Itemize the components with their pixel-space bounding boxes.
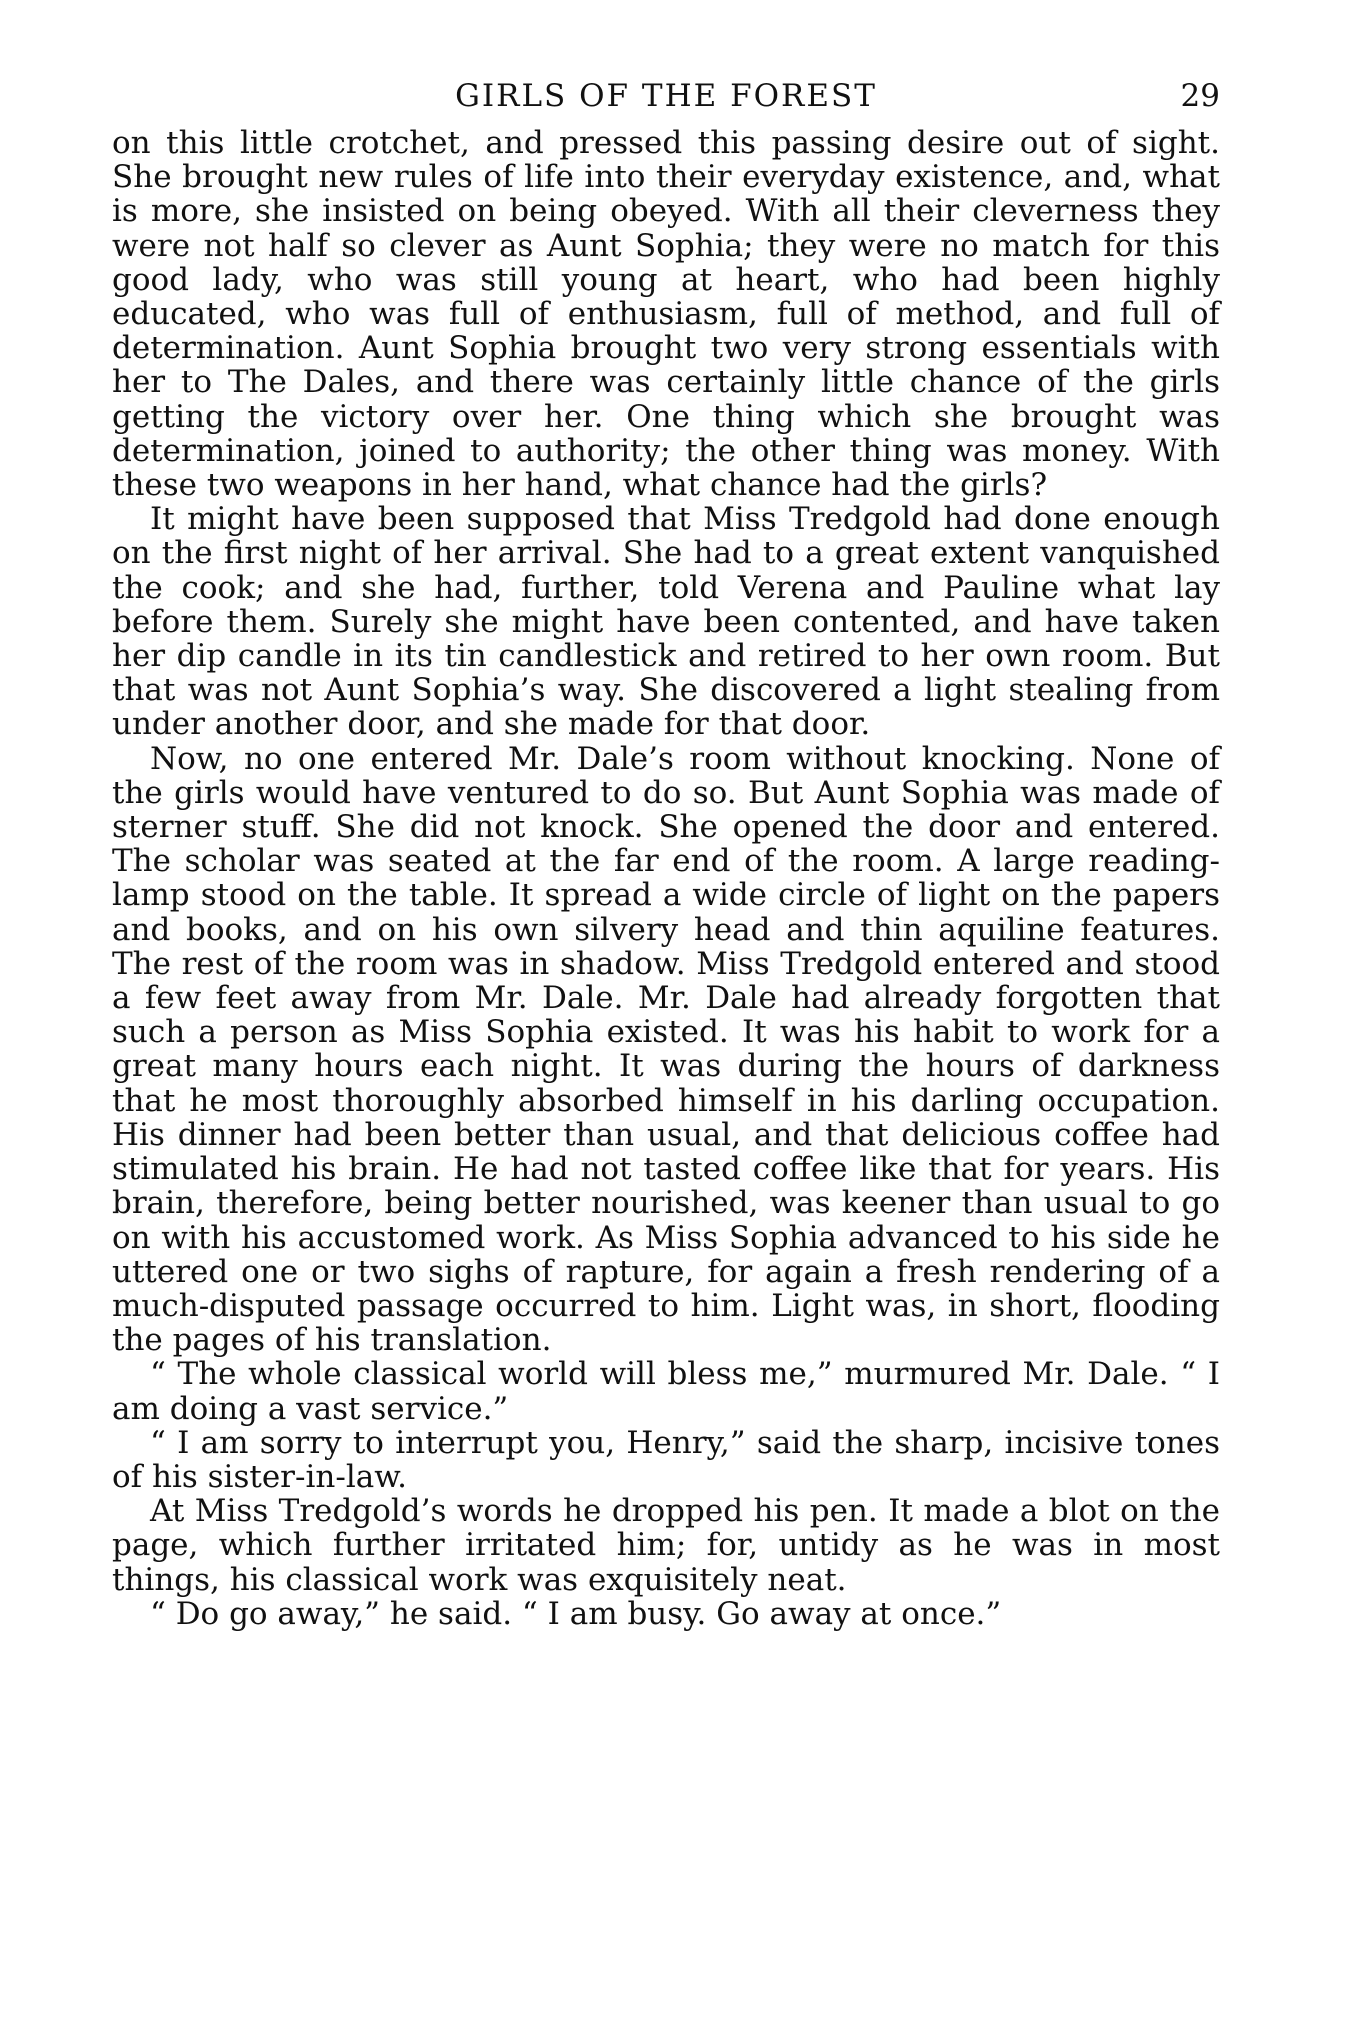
body-text xyxy=(112,126,1220,1631)
paragraph-continuation: on this little crotchet, and pressed this passing desire out of sight. She brought new rules of life into their everyday existence, and, what is more, she insisted on being obeyed. With all their cleverness they were not half so clever as Aunt Sophia; they were no match for this good lady, who was still young at heart, who had been highly educated, who was full of enthusiasm, full of method, and full of determination. Aunt Sophia brought two very strong essentials with her to The Dales, and there was certainly little chance of the girls getting the victory over her. One thing which she brought was determination, joined to authority; the other thing was money. With these two weapons in her hand, what chance had the girls? xyxy=(112,125,1220,504)
paragraph: It might have been supposed that Miss Tredgold had done enough on the first night of her arrival. She had to a great extent vanquished the cook; and she had, further, told Verena and Pauline what lay before them. Surely she might have been contented, and have taken her dip candle in its tin candlestick and retired to her own room. But that was not Aunt Sophia’s way. She discovered a light stealing from under another door, and she made for that door. xyxy=(112,501,1220,743)
book-page xyxy=(112,72,1220,1631)
running-title: GIRLS OF THE FOREST xyxy=(455,78,877,114)
page-header xyxy=(112,72,1220,126)
paragraph: Now, no one entered Mr. Dale’s room without knocking. None of the girls would have ventured to do so. But Aunt Sophia was made of sterner stuff. She did not knock. She opened the door and entered. The scholar was seated at the far end of the room. A large reading-lamp stood on the table. It spread a wide circle of light on the papers and books, and on his own silvery head and thin aquiline features. The rest of the room was in shadow. Miss Tredgold entered and stood a few feet away from Mr. Dale. Mr. Dale had already forgotten that such a person as Miss Sophia existed. It was his habit to work for a great many hours each night. It was during the hours of darkness that he most thoroughly absorbed himself in his darling occupation. His dinner had been better than usual, and that delicious coffee had stimulated his brain. He had not tasted coffee like that for years. His brain, therefore, being better nourished, was keener than usual to go on with his accustomed work. As Miss Sophia advanced to his side he uttered one or two sighs of rapture, for again a fresh rendering of a much-disputed passage occurred to him. Light was, in short, flooding the pages of his translation. xyxy=(112,740,1220,1359)
paragraph-dialogue: “ The whole classical world will bless me,” murmured Mr. Dale. “ I am doing a vast service.” xyxy=(112,1356,1220,1427)
paragraph: At Miss Tredgold’s words he dropped his pen. It made a blot on the page, which further irritated him; for, untidy as he was in most things, his classical work was exquisitely neat. xyxy=(112,1493,1220,1598)
page-number: 29 xyxy=(1180,78,1220,114)
paragraph-dialogue: “ Do go away,” he said. “ I am busy. Go away at once.” xyxy=(150,1595,1002,1632)
paragraph-dialogue: “ I am sorry to interrupt you, Henry,” said the sharp, incisive tones of his sister-in-law. xyxy=(112,1424,1220,1495)
